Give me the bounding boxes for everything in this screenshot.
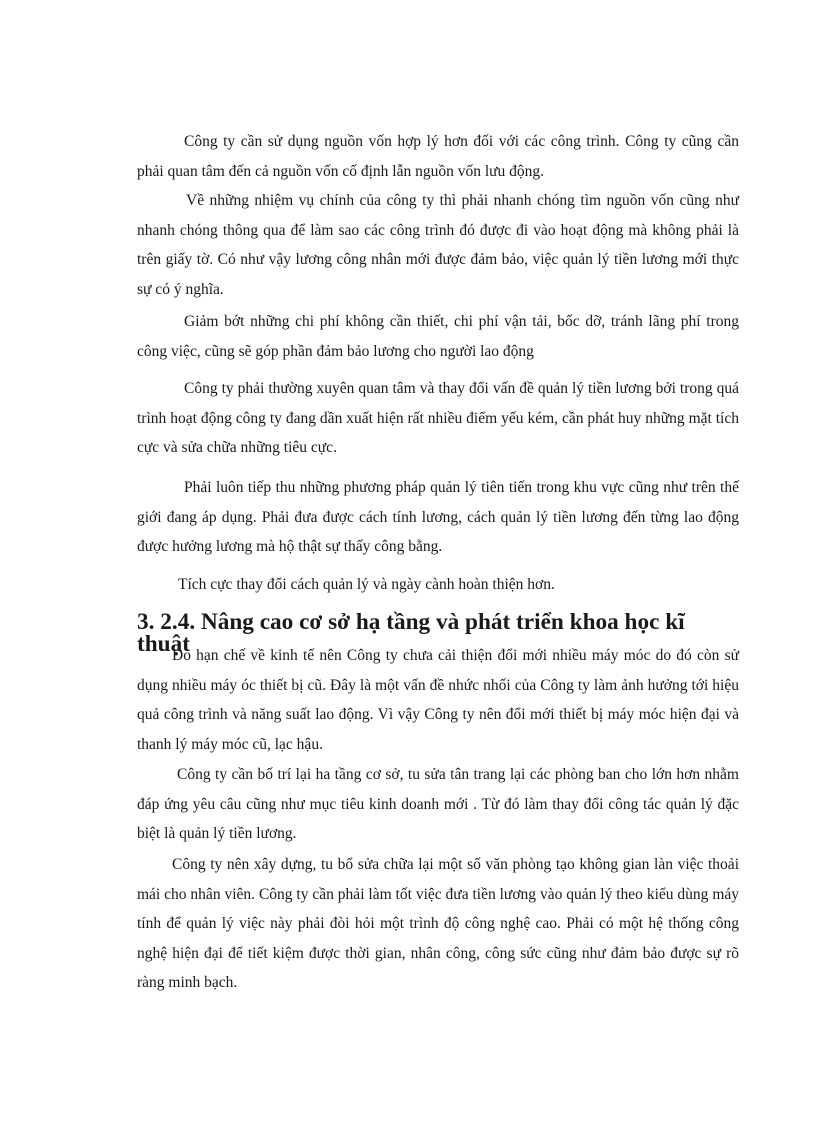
paragraph-cost-reduction: Giảm bớt những chi phí không cần thiết, chi phí vận tải, bốc dỡ, tránh lãng phí trong công việc, cũng sẽ góp phần đảm bảo lương cho người lao động bbox=[137, 313, 739, 360]
paragraph-capital-usage: Công ty cần sử dụng nguồn vốn hợp lý hơn đối với các công trình. Công ty cũng cần phải quan tâm đến cả nguồn vốn cố định lẫn nguồn vốn lưu động. bbox=[137, 133, 739, 180]
paragraph-office-technology: Công ty nên xây dựng, tu bổ sửa chữa lại một số văn phòng tạo không gian làn việc thoải mái cho nhân viên. Công ty cần phải làm tốt việc đưa tiền lương vào quản lý theo kiểu dùng máy tính để quản lý việc này phải đòi hỏi một trình độ công nghệ cao. Phải có một hệ thống công nghệ hiện đại để tiết kiệm được thời gian, nhân công, công sức cũng như đảm bảo được sự rõ ràng minh bạch. bbox=[137, 856, 739, 991]
paragraph-advanced-methods: Phải luôn tiếp thu những phương pháp quản lý tiên tiến trong khu vực cũng như trên thế giới đang áp dụng. Phải đưa được cách tính lương, cách quản lý tiền lương đến từng lao động được hưởng lương mà hộ thật sự thấy công bằng. bbox=[137, 479, 739, 555]
paragraph-active-change: Tích cực thay đổi cách quản lý và ngày cành hoàn thiện hơn. bbox=[178, 576, 555, 593]
paragraph-company-tasks: Về những nhiệm vụ chính của công ty thì phải nhanh chóng tìm nguồn vốn cũng như nhanh chóng thông qua để làm sao các công trình đó được đi vào hoạt động mà không phải là trên giấy tờ. Có như vậy lương công nhân mới được đảm bảo, việc quản lý tiền lương mới thực sự có ý nghĩa. bbox=[137, 192, 739, 298]
paragraph-equipment-renewal: Do hạn chế về kinh tế nên Công ty chưa cải thiện đổi mới nhiều máy móc do đó còn sử dụng nhiều máy óc thiết bị cũ. Đây là một vấn đề nhức nhối của Công ty làm ảnh hưởng tới hiệu quả công trình và năng suất lao động. Vì vậy Công ty nên đổi mới thiết bị máy móc hiện đại và thanh lý máy móc cũ, lạc hậu. bbox=[137, 647, 739, 753]
paragraph-infrastructure: Công ty cần bố trí lại ha tầng cơ sở, tu sửa tân trang lại các phòng ban cho lớn hơn nhằm đáp ứng yêu câu cũng như mục tiêu kinh doanh mới . Từ đó làm thay đổi công tác quản lý đặc biệt là quản lý tiền lương. bbox=[137, 766, 739, 842]
section-heading: 3. 2.4. Nâng cao cơ sở hạ tầng và phát triển khoa học kĩ thuật bbox=[137, 609, 685, 657]
paragraph-salary-management: Công ty phải thường xuyên quan tâm và thay đổi vấn đề quản lý tiền lương bởi trong quá trình hoạt động công ty đang dần xuất hiện rất nhiều điểm yếu kém, cần phát huy những mặt tích cực và sửa chữa những tiêu cực. bbox=[137, 380, 739, 456]
